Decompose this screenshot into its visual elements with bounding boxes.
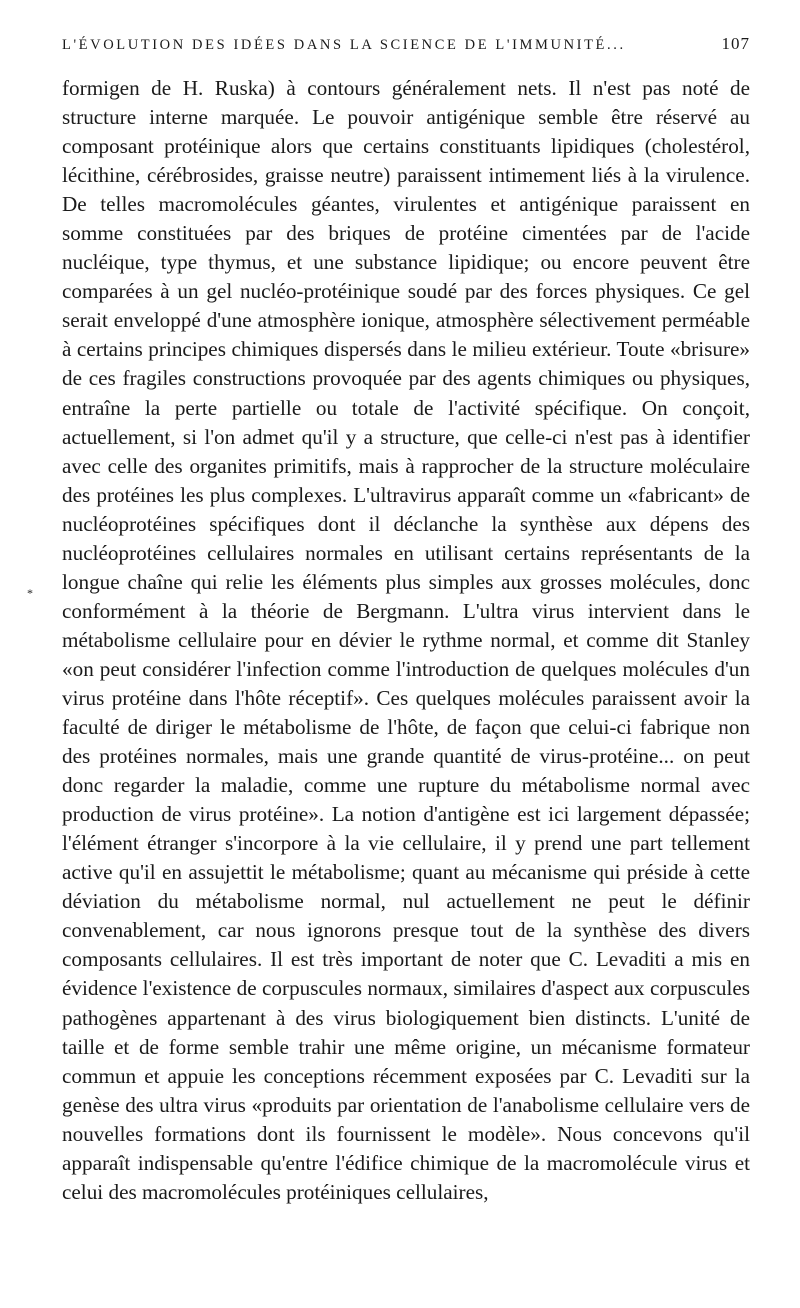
body-paragraph: formigen de H. Ruska) à contours généralement nets. Il n'est pas noté de structure interne marquée. Le pouvoir antigénique semble être réservé au composant protéinique alors que certains constituants lipidiques (cholestérol, lécithine, cérébrosides, graisse neutre) paraissent intimement liés à la virulence. De telles macromolécules géantes, virulentes et antigénique paraissent en somme constituées par des briques de protéine cimentées par de l'acide nucléique, type thymus, et une substance lipidique; ou encore peuvent être comparées à un gel nucléo-protéinique soudé par des forces physiques. Ce gel serait enveloppé d'une atmosphère ionique, atmosphère sélectivement perméable à certains principes chimiques dispersés dans le milieu extérieur. Toute «brisure» de ces fragiles constructions provoquée par des agents chimiques ou physiques, entraîne la perte partielle ou totale de l'activité spécifique. On conçoit, actuellement, si l'on admet qu'il y a structure, que celle-ci n'est pas à identifier avec celle des organites primitifs, mais à rapprocher de la structure moléculaire des protéines les plus complexes. L'ultravirus apparaît comme un «fabricant» de nucléoprotéines spécifiques dont il déclanche la synthèse aux dépens des nucléoprotéines cellulaires normales en utilisant certains représentants de la longue chaîne qui relie les éléments plus simples aux grosses molécules, donc conformément à la théorie de Bergmann. L'ultra virus intervient dans le métabolisme cellulaire pour en dévier le rythme normal, et comme dit Stanley «on peut considérer l'infection comme l'introduction de quelques molécules d'un virus protéine dans l'hôte réceptif». Ces quelques molécules paraissent avoir la faculté de diriger le métabolisme de l'hôte, de façon que celui-ci fabrique non des protéines normales, mais une grande quantité de virus-protéine... on peut donc regarder la maladie, comme une rupture du métabolisme normal avec production de virus protéine». La notion d'antigène est ici largement dépassée; l'élément étranger s'incorpore à la vie cellulaire, il y prend une part tellement active qu'il en assujettit le métabolisme; quant au mécanisme qui préside à cette déviation du métabolisme normal, nul actuellement ne peut le définir convenablement, car nous ignorons presque tout de la synthèse des divers composants cellulaires. Il est très important de noter que C. Levaditi a mis en évidence l'existence de corpuscules normaux, similaires d'aspect aux corpuscules pathogènes appartenant à des virus biologiquement bien distincts. L'unité de taille et de forme semble trahir une même origine, un mécanisme formateur commun et appuie les conceptions récemment exposées par C. Levaditi sur la genèse des ultra virus «produits par orientation de l'anabolisme cellulaire vers de nouvelles formations dont ils fournissent le modèle». Nous concevons qu'il apparaît indispensable qu'entre l'édifice chimique de la macromolécule virus et celui des macromolécules protéiniques cellulaires, <box>62 76 750 1204</box>
margin-asterisk-mark: * <box>27 586 33 600</box>
running-title: L'ÉVOLUTION DES IDÉES DANS LA SCIENCE DE L'IMMUNITÉ... <box>62 37 626 53</box>
page-number: 107 <box>721 34 750 53</box>
book-page <box>62 34 750 1207</box>
running-head <box>62 34 750 62</box>
